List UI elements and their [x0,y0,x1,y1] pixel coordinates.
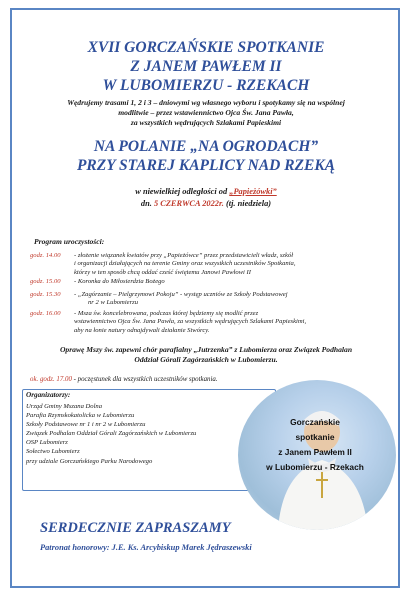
choir-line-1: Oprawę Mszy św. zapewni chór parafialny „Jutrzenka” z Lubomierza oraz Związek Podhalan [59,345,353,354]
organizer-item: Szkoły Podstawowe nr 1 i nr 2 w Lubomierzu [26,421,146,428]
organizer-item: Związek Podhalan Oddział Górali Zagórzańskich w Lubomierzu [26,430,197,437]
organizer-item: OSP Lubomierz [26,439,68,446]
snack-text: - poczęstunek dla wszystkich uczestników spotkania. [71,376,218,383]
organizer-item: przy udziale Gorczańskiego Parku Narodowego [26,458,153,465]
caption-line: Gorczańskie [290,417,340,427]
title-line-1: XVII GORCZAŃSKIE SPOTKANIE [87,39,325,56]
honorary-patron: Patronat honorowy: J.E. Ks. Arcybiskup Marek Jędraszewski [40,543,252,552]
program-item [30,291,390,307]
place-line-1: NA POLANIE „NA OGRODACH” [93,138,319,155]
program-text: - złożenie wiązanek kwiatów przy „Papieżówce” przez przedstawicieli władz, szkół [74,252,294,259]
caption-line: z Janem Pawłem II [278,447,352,457]
intro-line-1: Wędrujemy trasami 1, 2 i 3 – dniowymi wg własnego wyboru i spotykamy się na wspólnej [67,98,345,107]
title-line-2: Z JANEM PAWŁEM II [130,58,282,75]
photo-caption [252,415,378,475]
program-text: którzy w ten sposób chcą oddać cześć świętemu Janowi Pawłowi II [74,268,251,276]
papiezowka-highlight: „Papieżówki” [229,187,277,196]
caption-line: w Lubomierzu - Rzekach [266,462,364,472]
program-time: godz. 16.00 [30,310,61,317]
program-text: - „Zagórzanie – Pielgrzymowi Pokoju” - występ uczniów ze Szkoły Podstawowej [74,291,288,298]
title-line-3: W LUBOMIERZU - RZEKACH [102,77,310,94]
choir-line-2: Oddział Górali Zagórzańskich w Lubomierzu. [134,355,278,364]
organizer-item: Urząd Gminy Mszana Dolna [26,403,103,410]
organizer-item: Parafia Rzymskokatolicka w Lubomierzu [26,412,135,419]
place-line-2: PRZY STAREJ KAPLICY NAD RZEKĄ [76,157,336,174]
organizers-title: Organizatorzy: [26,391,71,399]
snack-line [30,376,218,383]
program-label: Program uroczystości: [34,237,105,246]
program-text: - Msza św. koncelebrowana, podczas której będziemy się modlić przez [74,310,259,317]
program-text: - Koronka do Miłosierdzia Bożego [74,278,165,285]
snack-time: ok. godz. 17.00 [30,376,72,383]
event-date: 5 CZERWCA 2022r. [153,199,224,208]
invitation-heading: SERDECZNIE ZAPRASZAMY [40,520,231,536]
program-time: godz. 15.00 [30,278,61,285]
date-line [12,198,400,209]
intro-line-2: modlitwie – przez wstawiennictwo Ojca Św. Jana Pawła, [118,108,294,117]
distance-line [12,186,400,197]
program-text: nr 2 w Lubomierzu [88,299,139,307]
distance-prefix: w niewielkiej odległości od [135,187,230,196]
intro-line-3: za wszystkich wędrujących Szlakami Papieskimi [130,118,282,127]
program-text: i organizacji działających na terenie Gminy oraz wszystkich uczestników Spotkania, [74,260,296,268]
program-item [30,252,390,276]
program-item [30,310,390,334]
program-item [30,278,390,286]
date-suffix: (tj. niedziela) [223,199,272,208]
date-prefix: dn. [140,199,154,208]
program-time: godz. 15.30 [30,291,61,298]
caption-line: spotkanie [295,432,335,442]
program-text: wstawiennictwo Ojca Św. Jana Pawła, za wszystkich wędrujących Szlakami Papieskimi, [74,318,307,326]
organizer-item: Sołectwo Lubomierz [26,448,80,455]
program-text: aby na łonie natury odnajdywali działanie Stwórcy. [74,326,210,334]
program-time: godz. 14.00 [30,252,61,259]
